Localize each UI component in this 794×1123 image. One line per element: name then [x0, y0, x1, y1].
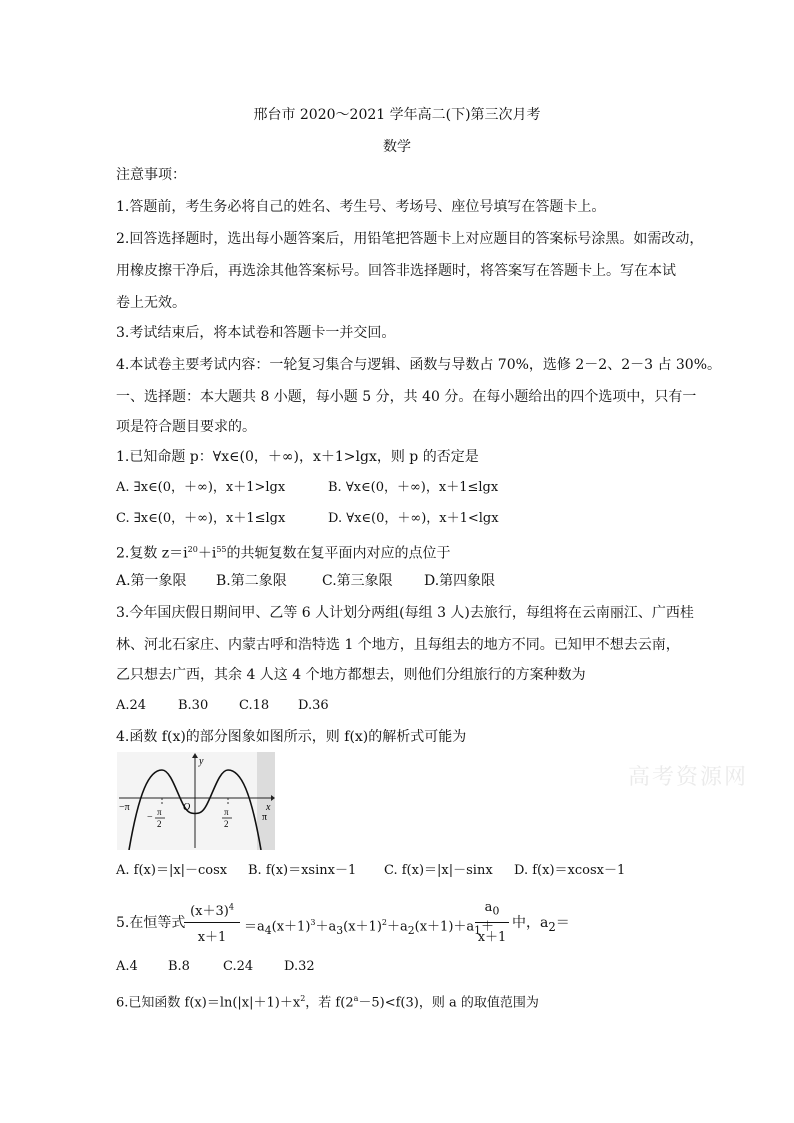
notice-item-1: 1.答题前，考生务必将自己的姓名、考生号、考场号、座位号填写在答题卡上。 [116, 199, 606, 215]
q2-option-b: B.第二象限 [216, 573, 287, 589]
q5-term-2: ＋a [315, 919, 337, 935]
origin-label: O [183, 802, 191, 813]
q5-sub-1: 1 [474, 923, 482, 937]
q5-suffix-text: 中，a [512, 915, 549, 931]
q5-term-4: ＋a [387, 919, 408, 935]
q3-option-d: D.36 [298, 698, 329, 713]
q5-term-3: (x＋1) [343, 919, 382, 935]
q5-frac2-num-text: a [484, 900, 493, 915]
q5-suffix [512, 914, 570, 936]
q4-option-b: B. f(x)＝xsinx－1 [248, 863, 357, 878]
neg-pi-label: −π [119, 802, 130, 813]
q4-option-a: A. f(x)＝|x|－cosx [116, 863, 228, 878]
q3-option-c: C.18 [239, 698, 270, 713]
q1-option-d: D. ∀x∈(0，＋∞)，x＋1<lgx [328, 511, 499, 526]
section-heading-line-1: 一、选择题：本大题共 8 小题，每小题 5 分，共 40 分。在每小题给出的四个选项中，只有一 [116, 389, 697, 405]
q5-mid: ＝a [244, 919, 265, 935]
q2-stem [116, 541, 451, 563]
q6-post: －5)<f(3)，则 a 的取值范围为 [358, 995, 539, 1011]
q5-numerator-exp: 4 [228, 902, 234, 912]
q6-exp-a: a [353, 994, 359, 1003]
notice-item-4: 4.本试卷主要考试内容：一轮复习集合与逻辑、函数与导数占 70%，选修 2－2、2－3 占 30%。 [116, 357, 722, 373]
q3-stem-line-2: 林、河北石家庄、内蒙古呼和浩特选 1 个地方，且每组去的地方不同。已知甲不想去云南， [116, 637, 680, 653]
q5-fraction2-denominator: x＋1 [477, 930, 507, 945]
q5-numerator-text: (x＋3) [190, 904, 229, 919]
neg-pi-half-denominator: 2 [157, 819, 162, 829]
q5-expansion [244, 914, 494, 940]
q6-exp-2: 2 [300, 994, 306, 1003]
q5-fraction-denominator: x＋1 [197, 930, 227, 945]
q6-pre: 6.已知函数 f(x)＝ln(|x|＋1)＋x [116, 995, 301, 1011]
q5-term-6: ＋ [481, 919, 495, 935]
q5-exp-3: 3 [310, 918, 316, 927]
q2-exp-1: 20 [187, 545, 198, 554]
q6-mid: ，若 f(2 [305, 995, 354, 1011]
q6-stem [116, 990, 539, 1012]
q5-option-c: C.24 [223, 959, 254, 974]
q4-option-d: D. f(x)＝xcosx－1 [514, 863, 626, 878]
q5-suffix-sub: 2 [548, 919, 556, 934]
q5-term-5: (x＋1)＋a [414, 919, 475, 935]
q5-prefix: 5.在恒等式 [116, 915, 186, 931]
notice-item-2-line-3: 卷上无效。 [116, 295, 186, 311]
q3-option-b: B.30 [178, 698, 209, 713]
graph-scan-edge [257, 752, 275, 850]
q2-option-c: C.第三象限 [322, 573, 393, 589]
exam-title: 邢台市 2020～2021 学年高二(下)第三次月考 [253, 107, 541, 123]
q5-option-b: B.8 [168, 959, 190, 974]
q5-frac2-num-sub: 0 [492, 904, 500, 918]
q5-sub-3: 3 [336, 923, 344, 937]
q5-suffix-end: ＝ [555, 915, 570, 931]
notice-item-3: 3.考试结束后，将本试卷和答题卡一并交回。 [116, 325, 396, 341]
y-axis-label: y [199, 756, 204, 767]
q5-fraction-numerator [182, 900, 242, 919]
neg-pi-half-numerator: π [157, 807, 162, 817]
q5-term-1: (x＋1) [271, 919, 311, 935]
q5-sub-2: 2 [407, 923, 415, 937]
q2-exp-2: 55 [216, 545, 227, 554]
watermark: 高考资源网 [628, 765, 749, 790]
notice-heading: 注意事项： [116, 167, 186, 183]
q2-stem-pre: 2.复数 z＝i [116, 545, 188, 562]
q3-stem-line-1: 3.今年国庆假日期间甲、乙等 6 人计划分两组(每组 3 人)去旅行，每组将在云南丽江、广西桂 [116, 605, 694, 621]
notice-item-2-line-2: 用橡皮擦干净后，再选涂其他答案标号。回答非选择题时，将答案写在答题卡上。写在本试 [116, 263, 676, 279]
q1-stem: 1.已知命题 p：∀x∈(0，＋∞)，x＋1>lgx，则 p 的否定是 [116, 449, 479, 465]
q5-exp-2: 2 [381, 918, 387, 927]
q1-option-b: B. ∀x∈(0，＋∞)，x＋1≤lgx [328, 480, 499, 495]
q3-stem-line-3: 乙只想去广西，其余 4 人这 4 个地方都想去，则他们分组旅行的方案种数为 [116, 667, 586, 683]
q5-fraction2-bar [475, 922, 509, 923]
pi-label: π [262, 812, 268, 823]
q4-stem: 4.函数 f(x)的部分图象如图所示，则 f(x)的解析式可能为 [116, 729, 467, 745]
notice-item-2-line-1: 2.回答选择题时，选出每小题答案后，用铅笔把答题卡上对应题目的答案标号涂黑。如需改动， [116, 231, 704, 247]
q4-option-c: C. f(x)＝|x|－sinx [384, 863, 493, 878]
neg-pi-half-sign: − [147, 812, 153, 823]
pi-half-denominator: 2 [224, 819, 229, 829]
q5-fraction2-numerator [474, 900, 510, 918]
q5-option-d: D.32 [284, 959, 315, 974]
subject-title: 数学 [383, 139, 411, 155]
q5-option-a: A.4 [116, 959, 138, 974]
q5-fraction-bar [184, 922, 240, 923]
x-axis-label: x [266, 802, 271, 813]
pi-half-numerator: π [224, 807, 229, 817]
q2-stem-post: 的共轭复数在复平面内对应的点位于 [226, 545, 451, 562]
q1-option-a: A. ∃x∈(0，＋∞)，x＋1>lgx [116, 480, 286, 495]
q2-option-d: D.第四象限 [424, 573, 496, 589]
q2-option-a: A.第一象限 [116, 573, 187, 589]
function-graph [117, 752, 275, 850]
section-heading-line-2: 项是符合题目要求的。 [116, 419, 256, 435]
q2-plus: ＋i [197, 545, 217, 562]
q1-option-c: C. ∃x∈(0，＋∞)，x＋1≤lgx [116, 511, 286, 526]
q3-option-a: A.24 [116, 698, 147, 713]
q5-sub-4: 4 [264, 923, 272, 937]
